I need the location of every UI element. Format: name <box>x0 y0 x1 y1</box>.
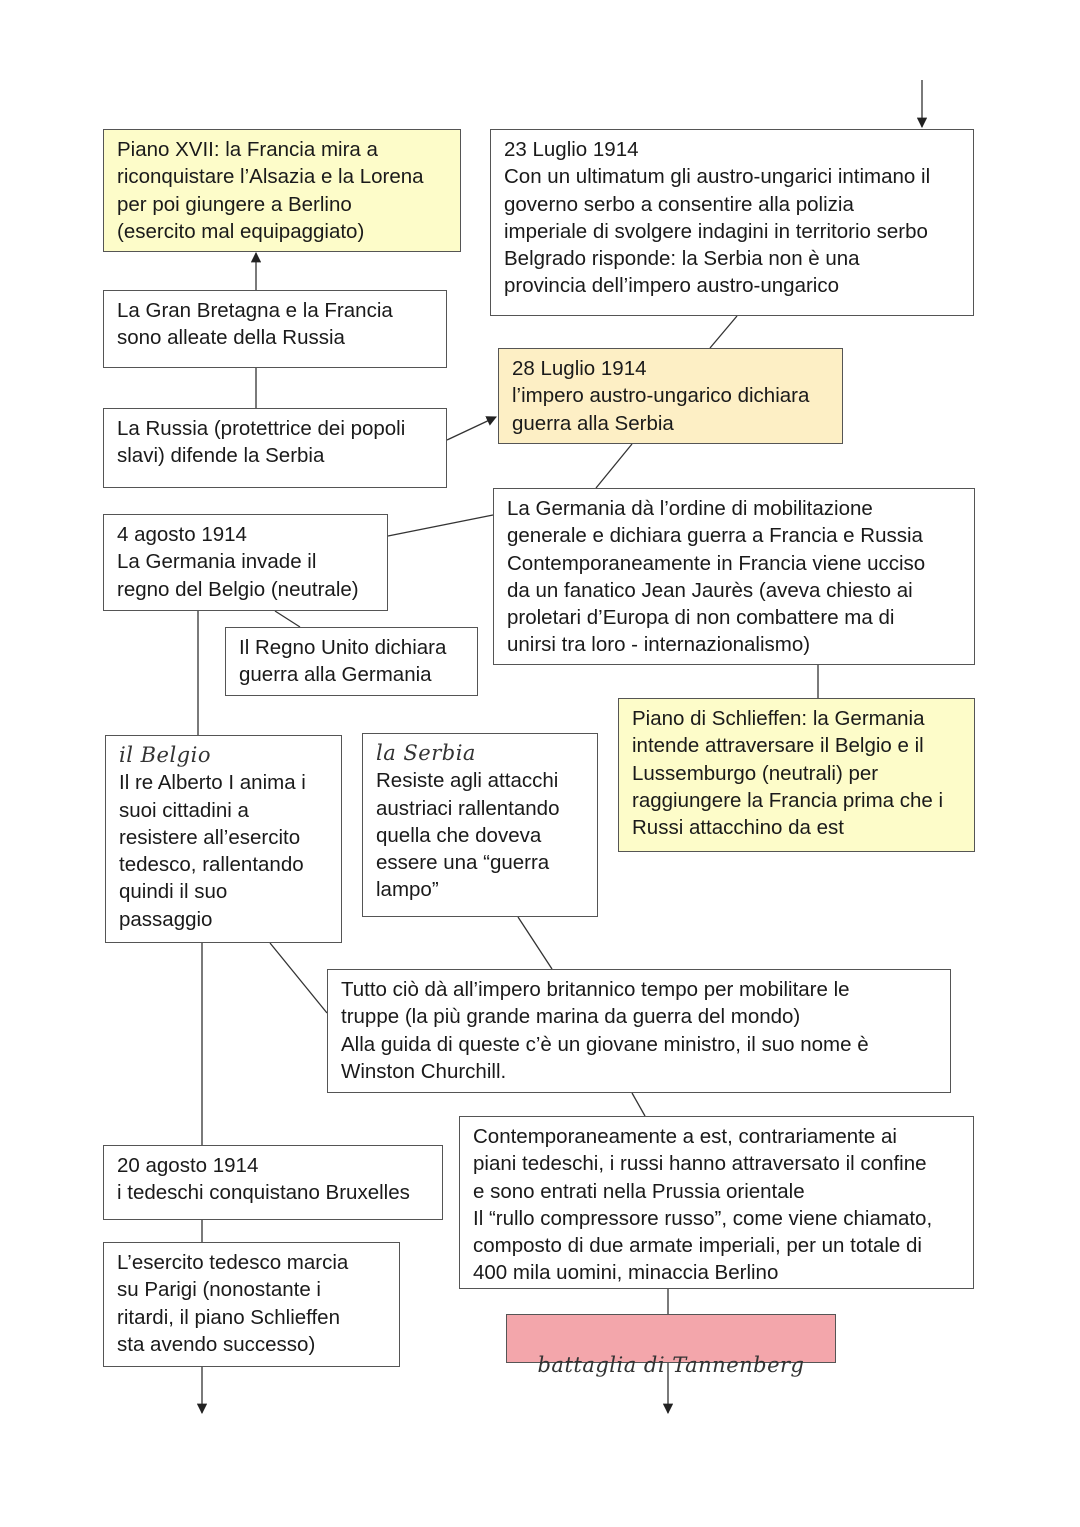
box-piano-xvii: Piano XVII: la Francia mira a riconquistare l’Alsazia e la Lorena per poi giungere a Berlino (esercito mal equipaggiato) <box>103 129 461 252</box>
line-ultimatum-dichiarazione <box>710 316 737 348</box>
box-parigi: L’esercito tedesco marcia su Parigi (nonostante i ritardi, il piano Schlieffen sta avendo successo) <box>103 1242 400 1367</box>
box-tannenberg <box>506 1314 836 1378</box>
belgio-text: Il re Alberto I anima i suoi cittadini a resistere all’esercito tedesco, rallentando quindi il suo passaggio <box>119 771 306 931</box>
box-dichiarazione-serbia: 28 Luglio 1914 l’impero austro-ungarico dichiara guerra alla Serbia <box>498 348 843 444</box>
box-russia: La Russia (protettrice dei popoli slavi) difende la Serbia <box>103 408 447 488</box>
box-regno-unito: Il Regno Unito dichiara guerra alla Germania <box>225 627 478 696</box>
line-mobilitazione-invasione <box>388 515 493 536</box>
line-invasione-regnounito <box>275 611 300 627</box>
line-churchill-est <box>632 1093 645 1116</box>
box-bruxelles: 20 agosto 1914 i tedeschi conquistano Bruxelles <box>103 1145 443 1220</box>
arrow-russia-to-dichiarazione <box>447 417 496 440</box>
line-belgio-churchill <box>270 943 327 1013</box>
box-est: Contemporaneamente a est, contrariamente ai piani tedeschi, i russi hanno attraversato il confine e sono entrati nella Prussia orientale Il “rullo compressore russo”, come viene chiamato, composto di due armate imperiali, per un totale di 400 mila uomini, minaccia Berlino <box>459 1116 974 1289</box>
box-alleate: La Gran Bretagna e la Francia sono alleate della Russia <box>103 290 447 368</box>
line-serbia-churchill <box>518 917 552 969</box>
box-belgio <box>105 735 342 943</box>
box-mobilitazione: La Germania dà l’ordine di mobilitazione generale e dichiara guerra a Francia e Russia Contemporaneamente in Francia viene ucciso da un fanatico Jean Jaurès (aveva chiesto ai proletari d’Europa di non combattere ma di unirsi tra loro - internazionalismo) <box>493 488 975 665</box>
line-dichiarazione-mobilitazione <box>596 444 632 488</box>
belgio-title: il Belgio <box>119 743 211 767</box>
tannenberg-label: battaglia di Tannenberg <box>537 1353 805 1378</box>
box-churchill: Tutto ciò dà all’impero britannico tempo per mobilitare le truppe (la più grande marina da guerra del mondo) Alla guida di queste c’è un giovane ministro, il suo nome è Winston Churchill. <box>327 969 951 1093</box>
box-ultimatum: 23 Luglio 1914 Con un ultimatum gli austro-ungarici intimano il governo serbo a consentire alla polizia imperiale di svolgere indagini in territorio serbo Belgrado risponde: la Serbia non è una provincia dell’impero austro-ungarico <box>490 129 974 316</box>
box-schlieffen: Piano di Schlieffen: la Germania intende attraversare il Belgio e il Lussemburgo (neutrali) per raggiungere la Francia prima che i Russi attacchino da est <box>618 698 975 852</box>
serbia-text: Resiste agli attacchi austriaci rallentando quella che doveva essere una “guerra lampo” <box>376 769 560 902</box>
serbia-title: la Serbia <box>376 741 476 765</box>
box-serbia <box>362 733 598 917</box>
box-invasione-belgio: 4 agosto 1914 La Germania invade il regno del Belgio (neutrale) <box>103 514 388 611</box>
